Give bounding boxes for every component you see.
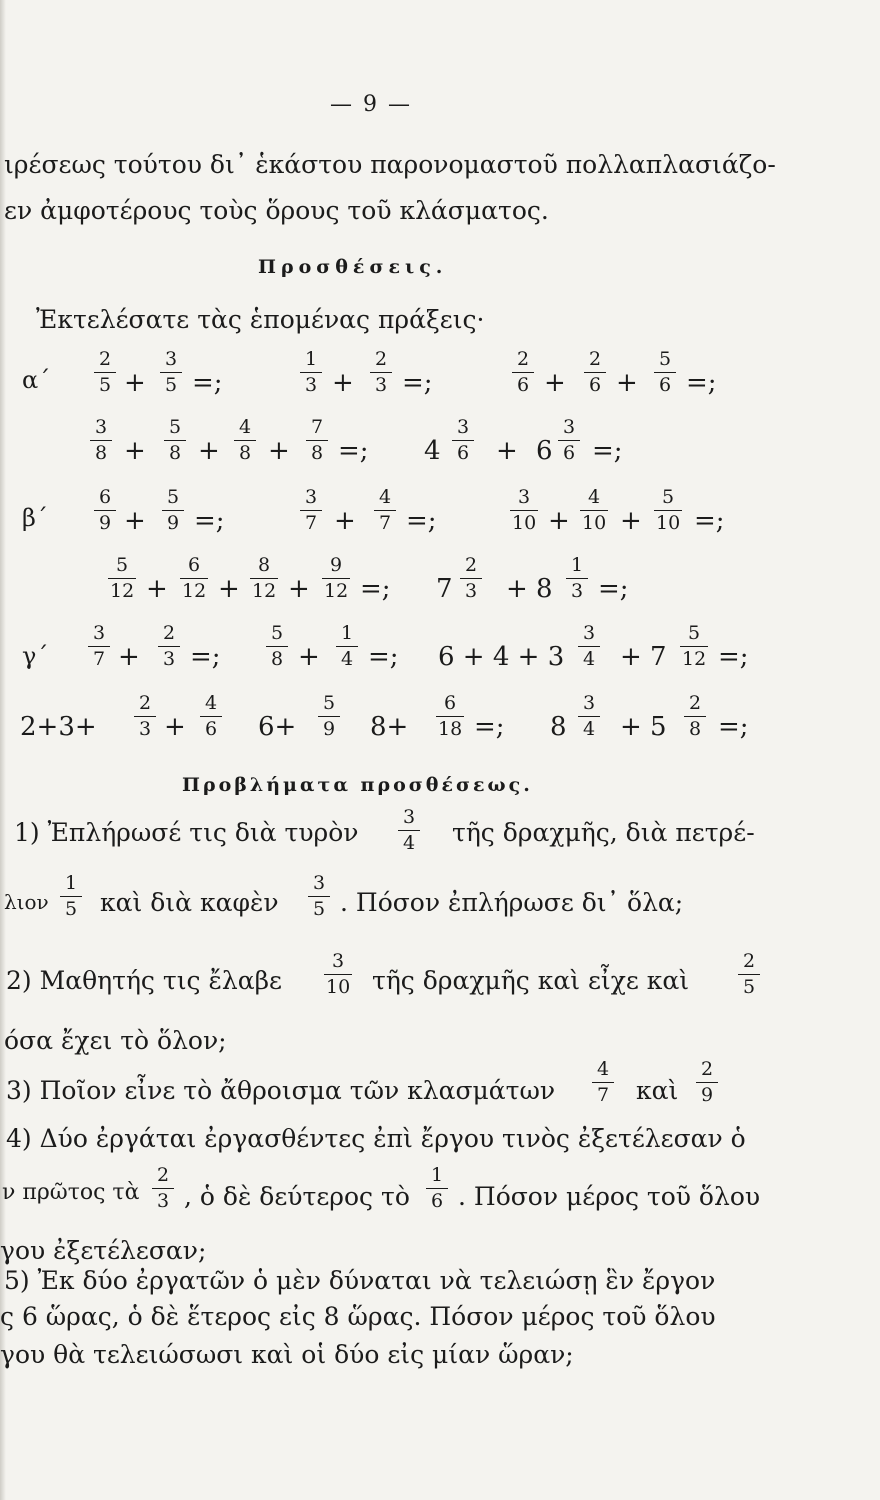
- fraction: 2 6: [512, 350, 534, 395]
- fraction: 5 8: [164, 418, 186, 463]
- equals-semicolon: =;: [598, 574, 629, 604]
- plus-sign: +: [332, 368, 354, 398]
- fraction: 5 8: [266, 624, 288, 669]
- plus-sign: +: [620, 506, 642, 536]
- problem-1-text-b: τῆς δραχμῆς, διὰ πετρέ-: [452, 818, 755, 847]
- fraction: 1 3: [566, 556, 588, 601]
- plus-sign: +: [124, 436, 146, 466]
- page-number: — 9 —: [330, 92, 412, 117]
- fraction: 3 4: [578, 624, 600, 669]
- problem-2-text-b: τῆς δραχμῆς καὶ εἶχε καὶ: [372, 966, 690, 995]
- plus-sign: +: [124, 506, 146, 536]
- fraction: 5 12: [110, 554, 135, 602]
- equals-semicolon: =;: [718, 712, 749, 742]
- whole-number: 4: [424, 436, 441, 466]
- fraction: 2 3: [460, 556, 482, 601]
- fraction: 1 6: [426, 1166, 448, 1211]
- expression-prefix: 6 + 4 + 3: [438, 642, 565, 672]
- intro-line-2: εν ἀμφοτέρους τοὺς ὅρους τοῦ κλάσματος.: [4, 196, 549, 225]
- problem-4-text-d: . Πόσον μέρος τοῦ ὅλου: [458, 1182, 761, 1211]
- heading-problems: Προβλήματα προσθέσεως.: [182, 774, 533, 796]
- fraction: 1 4: [336, 624, 358, 669]
- plus-sign: +: [268, 436, 290, 466]
- problem-1-text-c: λιον: [4, 890, 49, 914]
- expression-prefix: 6+: [258, 712, 297, 742]
- fraction: 5 6: [654, 350, 676, 395]
- plus-sign: +: [164, 712, 186, 742]
- plus-sign: +: [288, 574, 310, 604]
- problem-1-text-a: 1) Ἐπλήρωσέ τις διὰ τυρὸν: [14, 818, 359, 847]
- fraction: 3 5: [308, 874, 330, 919]
- problem-1-text-e: . Πόσον ἐπλήρωσε δι᾽ ὅλα;: [340, 888, 684, 917]
- fraction: 2 5: [94, 350, 116, 395]
- heading-addition: Προσθέσεις.: [258, 256, 448, 278]
- fraction: 1 3: [300, 350, 322, 395]
- plus-sign: +: [548, 506, 570, 536]
- plus-sign: +: [506, 574, 528, 604]
- intro-line-1: ιρέσεως τούτου δι᾽ ἑκάστου παρονομαστοῦ πολλαπλασιάζο-: [4, 150, 776, 179]
- expression-prefix: 2+3+: [20, 712, 97, 742]
- problem-2-text-a: 2) Μαθητής τις ἔλαβε: [6, 966, 283, 995]
- fraction: 9 12: [324, 554, 349, 602]
- equals-semicolon: =;: [368, 642, 399, 672]
- equals-semicolon: =;: [406, 506, 437, 536]
- plus-sign: +: [124, 368, 146, 398]
- equals-semicolon: =;: [592, 436, 623, 466]
- plus-sign: +: [544, 368, 566, 398]
- problem-4-text-e: γου ἐξετέλεσαν;: [0, 1236, 207, 1265]
- instruction-line: Ἐκτελέσατε τὰς ἑπομένας πράξεις·: [36, 305, 485, 334]
- fraction: 2 3: [152, 1166, 174, 1211]
- section-label-c: γ΄: [22, 642, 49, 670]
- section-label-b: β΄: [22, 504, 48, 532]
- fraction: 4 10: [582, 486, 607, 534]
- equals-semicolon: =;: [474, 712, 505, 742]
- equals-semicolon: =;: [190, 642, 221, 672]
- fraction: 4 6: [200, 694, 222, 739]
- section-label-a: α΄: [22, 366, 51, 394]
- fraction: 6 18: [438, 692, 463, 740]
- equals-semicolon: =;: [194, 506, 225, 536]
- plus-sign: +: [198, 436, 220, 466]
- problem-5-text-c: γου θὰ τελειώσωσι καὶ οἱ δύο εἰς μίαν ὥραν;: [0, 1340, 574, 1369]
- equals-semicolon: =;: [686, 368, 717, 398]
- fraction: 4 7: [374, 488, 396, 533]
- fraction: 5 12: [682, 622, 707, 670]
- plus-sign: +: [146, 574, 168, 604]
- fraction: 3 4: [398, 808, 420, 853]
- problem-4-text-a: 4) Δύο ἐργάται ἐργασθέντες ἐπὶ ἔργου τινὸς ἐξετέλεσαν ὁ: [6, 1124, 746, 1153]
- fraction: 5 10: [656, 486, 681, 534]
- plus-sign: +: [334, 506, 356, 536]
- plus-sign: +: [496, 436, 518, 466]
- fraction: 3 10: [512, 486, 537, 534]
- problem-3-text-a: 3) Ποῖον εἶνε τὸ ἄθροισμα τῶν κλασμάτων: [6, 1076, 556, 1105]
- plus-sign: +: [218, 574, 240, 604]
- whole-number: 8: [536, 574, 553, 604]
- fraction: 3 7: [300, 488, 322, 533]
- fraction: 2 5: [738, 952, 760, 997]
- fraction: 3 6: [558, 418, 580, 463]
- fraction: 3 5: [160, 350, 182, 395]
- problem-5-text-a: 5) Ἐκ δύο ἐργατῶν ὁ μὲν δύναται νὰ τελειώσῃ ἓν ἔργον: [4, 1266, 716, 1295]
- problem-4-text-c: , ὁ δὲ δεύτερος τὸ: [184, 1182, 410, 1211]
- plus-sign: +: [298, 642, 320, 672]
- equals-semicolon: =;: [192, 368, 223, 398]
- problem-4-text-b: ν πρῶτος τὰ: [2, 1180, 140, 1205]
- fraction: 2 3: [134, 694, 156, 739]
- problem-2-text-c: όσα ἔχει τὸ ὅλον;: [4, 1026, 227, 1055]
- problem-1-text-d: καὶ διὰ καφὲν: [100, 888, 279, 917]
- fraction: 3 6: [452, 418, 474, 463]
- equals-semicolon: =;: [338, 436, 369, 466]
- equals-semicolon: =;: [402, 368, 433, 398]
- fraction: 3 8: [90, 418, 112, 463]
- plus-sign: +: [616, 368, 638, 398]
- expression-prefix: 8+: [370, 712, 409, 742]
- whole-number: 7: [436, 574, 453, 604]
- whole-number: 6: [536, 436, 553, 466]
- fraction: 3 4: [578, 694, 600, 739]
- fraction: 5 9: [318, 694, 340, 739]
- fraction: 5 9: [162, 488, 184, 533]
- plus-sign: +: [118, 642, 140, 672]
- fraction: 7 8: [306, 418, 328, 463]
- fraction: 2 8: [684, 694, 706, 739]
- fraction: 6 9: [94, 488, 116, 533]
- fraction: 6 12: [182, 554, 207, 602]
- whole-number: + 7: [620, 642, 667, 672]
- fraction: 4 7: [592, 1060, 614, 1105]
- equals-semicolon: =;: [718, 642, 749, 672]
- fraction: 3 10: [326, 950, 351, 998]
- whole-number: + 5: [620, 712, 667, 742]
- fraction: 2 3: [158, 624, 180, 669]
- whole-number: 8: [550, 712, 567, 742]
- equals-semicolon: =;: [360, 574, 391, 604]
- fraction: 1 5: [60, 874, 82, 919]
- fraction: 8 12: [252, 554, 277, 602]
- equals-semicolon: =;: [694, 506, 725, 536]
- fraction: 2 9: [696, 1060, 718, 1105]
- problem-3-text-b: καὶ: [636, 1076, 679, 1105]
- fraction: 2 6: [584, 350, 606, 395]
- problem-5-text-b: ς 6 ὥρας, ὁ δὲ ἕτερος εἰς 8 ὥρας. Πόσον μέρος τοῦ ὅλου: [0, 1302, 716, 1331]
- fraction: 4 8: [234, 418, 256, 463]
- fraction: 3 7: [88, 624, 110, 669]
- fraction: 2 3: [370, 350, 392, 395]
